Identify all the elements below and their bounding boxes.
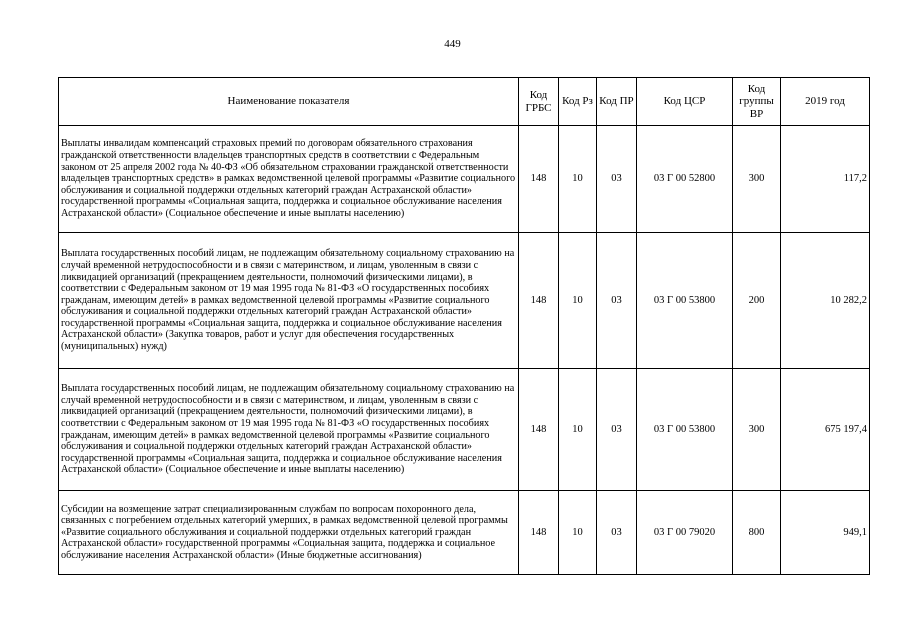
- budget-table: [58, 77, 870, 575]
- code-vr: 800: [733, 491, 781, 575]
- code-csr: 03 Г 00 53800: [637, 233, 733, 369]
- table-row: [59, 233, 870, 369]
- code-rz: 10: [559, 491, 597, 575]
- code-rz: 10: [559, 126, 597, 233]
- code-grbs: 148: [519, 126, 559, 233]
- code-grbs: 148: [519, 369, 559, 491]
- table-header: [59, 78, 870, 126]
- code-pr: 03: [597, 369, 637, 491]
- indicator-name: Выплата государственных пособий лицам, не подлежащим обязательному социальному страхованию на случай временной нетрудоспособности и в связи с материнством, и лицам, уволенным в связи с ликвидацией организаций (прекращением деятельности, полномочий физическими лицами), в соответствии с Федеральным законом от 19 мая 1995 года № 81-ФЗ «О государственных пособиях гражданам, имеющим детей» в рамках ведомственной целевой программы «Развитие социального обслуживания и социальной поддержки отдельных категорий граждан Астраханской области» государственной программы «Социальная защита, поддержка и социальное обслуживание населения Астраханской области» (Закупка товаров, работ и услуг для обеспечения государственных (муниципальных) нужд): [59, 233, 519, 369]
- table-row: [59, 126, 870, 233]
- code-rz: 10: [559, 233, 597, 369]
- table-row: [59, 369, 870, 491]
- indicator-name: Субсидии на возмещение затрат специализированным службам по вопросам похоронного дела, связанных с погребением отдельных категорий умерших, в рамках ведомственной целевой программы «Развитие социального обслуживания и социальной поддержки отдельных категорий граждан Астраханской области» государственной программы «Социальная защита, поддержка и социальное обслуживание населения Астраханской области» (Иные бюджетные ассигнования): [59, 491, 519, 575]
- header-rz: Код Рз: [559, 78, 597, 126]
- amount-2019: 117,2: [781, 126, 870, 233]
- header-vr: Код группы ВР: [733, 78, 781, 126]
- code-rz: 10: [559, 369, 597, 491]
- header-name: Наименование показателя: [59, 78, 519, 126]
- code-csr: 03 Г 00 53800: [637, 369, 733, 491]
- code-pr: 03: [597, 126, 637, 233]
- code-pr: 03: [597, 233, 637, 369]
- amount-2019: 675 197,4: [781, 369, 870, 491]
- code-pr: 03: [597, 491, 637, 575]
- code-grbs: 148: [519, 491, 559, 575]
- header-grbs: Код ГРБС: [519, 78, 559, 126]
- indicator-name: Выплаты инвалидам компенсаций страховых премий по договорам обязательного страхования гражданской ответственности владельцев транспортных средств в соответствии с Федеральным законом от 25 апреля 2002 года № 40-ФЗ «Об обязательном страховании гражданской ответственности владельцев транспортных средств» в рамках ведомственной целевой программы «Развитие социального обслуживания и социальной поддержки отдельных категорий граждан Астраханской области» государственной программы «Социальная защита, поддержка и социальное обслуживание населения Астраханской области» (Социальное обеспечение и иные выплаты населению): [59, 126, 519, 233]
- page-number: 449: [444, 38, 461, 50]
- amount-2019: 10 282,2: [781, 233, 870, 369]
- header-year: 2019 год: [781, 78, 870, 126]
- header-pr: Код ПР: [597, 78, 637, 126]
- code-grbs: 148: [519, 233, 559, 369]
- code-csr: 03 Г 00 79020: [637, 491, 733, 575]
- amount-2019: 949,1: [781, 491, 870, 575]
- header-csr: Код ЦСР: [637, 78, 733, 126]
- indicator-name: Выплата государственных пособий лицам, не подлежащим обязательному социальному страхованию на случай временной нетрудоспособности и в связи с материнством, и лицам, уволенным в связи с ликвидацией организаций (прекращением деятельности, полномочий физическими лицами), в соответствии с Федеральным законом от 19 мая 1995 года № 81-ФЗ «О государственных пособиях гражданам, имеющим детей» в рамках ведомственной целевой программы «Развитие социального обслуживания и социальной поддержки отдельных категорий граждан Астраханской области» государственной программы «Социальная защита, поддержка и социальное обслуживание населения Астраханской области» (Социальное обеспечение и иные выплаты населению): [59, 369, 519, 491]
- code-vr: 200: [733, 233, 781, 369]
- code-vr: 300: [733, 369, 781, 491]
- code-vr: 300: [733, 126, 781, 233]
- code-csr: 03 Г 00 52800: [637, 126, 733, 233]
- table-row: [59, 491, 870, 575]
